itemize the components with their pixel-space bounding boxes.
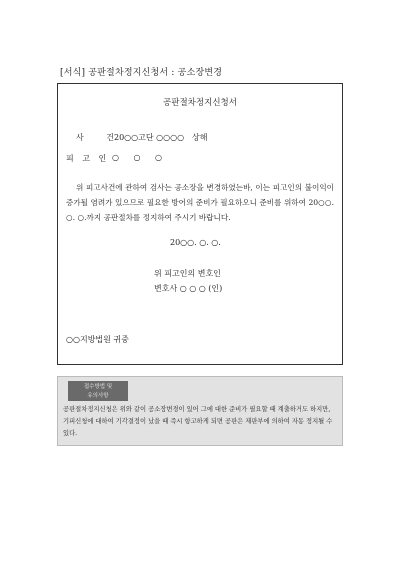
form-label: [서식] 공판절차정지신청서 : 공소장변경 (60, 68, 223, 78)
request-body: 위 피고사건에 관하여 검사는 공소장을 변경하였는바, 이는 피고인의 불이익이 증가될 염려가 있으므로 필요한 방어의 준비가 필요하오니 준비를 위하여 20○○. ○. ○.까지 공판절차를 정지하여 주시기 바랍니다. (66, 183, 334, 222)
notice-text: 공판절차정지신청은 위와 같이 공소장변경이 있어 그에 대한 준비가 필요할 때 계출하거도 하지만, 기피신청에 대하여 기각결정이 났을 때 즉시 항고하게 되면 공판은 재판부에 의하여 자동 정지될 수 있다. (63, 406, 333, 437)
application-document (57, 83, 343, 365)
defendant-label: 피 고 인 (66, 154, 110, 163)
defendant-name: ○ ○ ○ (112, 153, 169, 162)
notice-tab-line2: 유의사항 (87, 392, 109, 399)
case-label: 사 건 (76, 133, 124, 142)
attorney-signature: 변호사 ○ ○ ○ (인) (154, 284, 223, 293)
notice-tab-line1: 접수방법 및 (83, 384, 113, 390)
notice-tab (68, 381, 128, 401)
case-number: 20○○고단 ○○○○ (114, 133, 185, 142)
case-name: 상해 (192, 133, 208, 142)
court-addressee: ○○지방법원 귀중 (66, 335, 129, 344)
attorney-label: 위 피고인의 변호인 (154, 269, 221, 278)
document-date: 20○○. ○. ○. (170, 238, 221, 247)
document-title: 공판절차정지신청서 (163, 98, 237, 108)
notice-box (57, 376, 343, 446)
